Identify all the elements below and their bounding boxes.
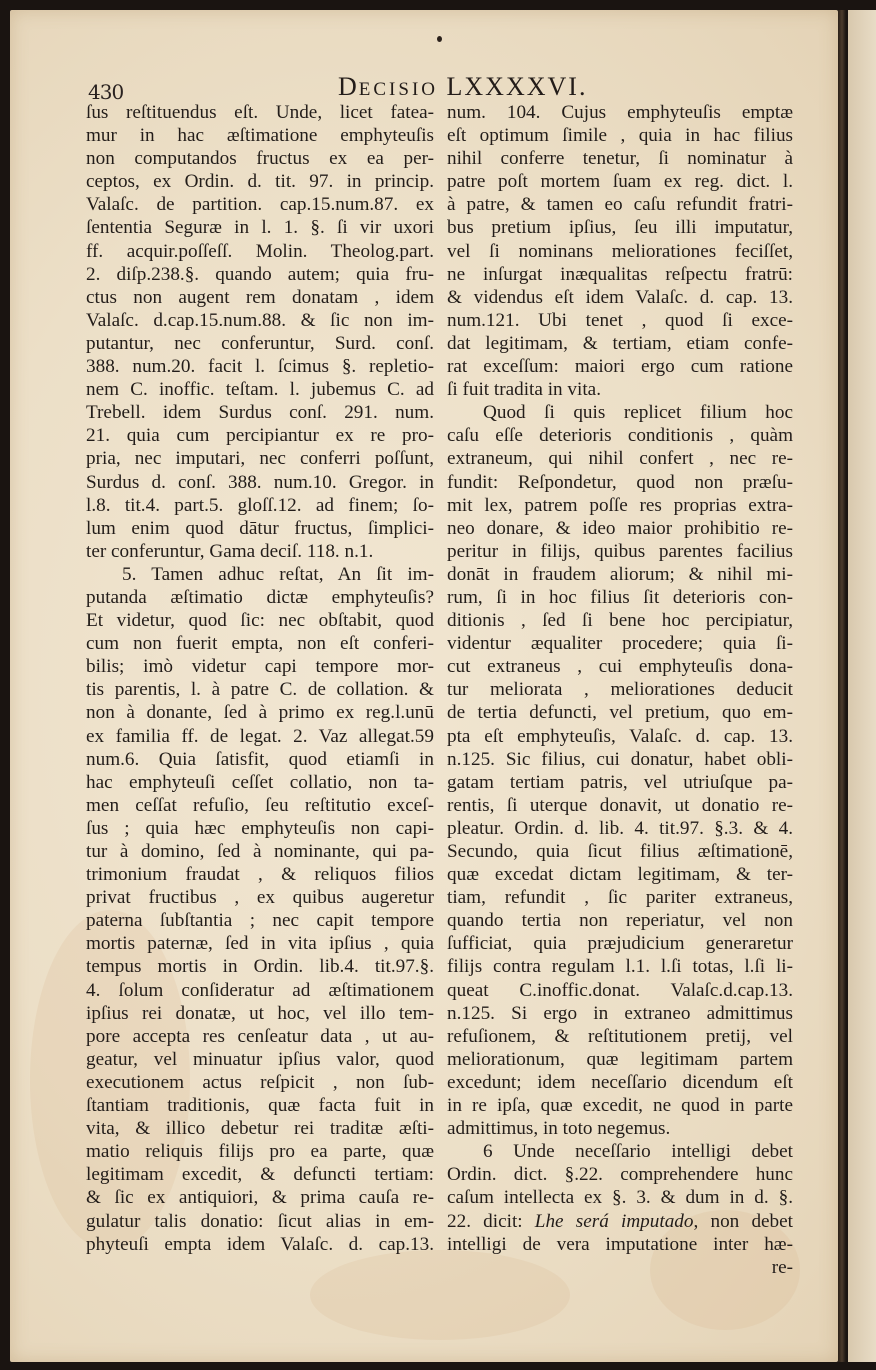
text-line: in re ipſa, quæ excedit, ne quod in parte <box>447 1095 793 1117</box>
text-line: Valaſc. de partition. cap.15.num.87. ex <box>86 194 434 216</box>
text-line: lum enim quod dātur fructus, ſimplici- <box>86 517 434 539</box>
text-line: ne inſurgat inæqualitas reſpectu fratrū: <box>447 263 793 285</box>
text-line: mur in hac æſtimatione emphyteuſis <box>86 125 434 147</box>
italic-quotation: Lhe será imputado <box>534 1210 694 1232</box>
text-line: nem C. inoffic. teſtam. l. jubemus C. ad <box>86 379 434 401</box>
text-line: ſufficiat, quia præjudicium generaretur <box>447 933 793 955</box>
text-line: patre poſt mortem ſuam ex reg. dict. l. <box>447 171 793 193</box>
text-line: pleatur. Ordin. d. lib. 4. tit.97. §.3. & 4. <box>447 817 793 839</box>
text-line: rum, ſi in hoc filius ſit deterioris con- <box>447 586 793 608</box>
text-line: privat fructibus , ex quibus augeretur <box>86 887 434 909</box>
text-line: ſi fuit tradita in vita. <box>447 379 601 401</box>
text-line: tempus mortis in Ordin. lib.4. tit.97.§. <box>86 956 434 978</box>
section-marker-line: 5. Tamen adhuc reſtat, An ſit im- <box>122 563 434 585</box>
text-line: pta eſt emphyteuſis, Valaſc. d. cap. 13. <box>447 725 793 747</box>
text-line: gulatur talis donatio: ſicut alias in em- <box>86 1210 434 1232</box>
text-line: & videndus eſt idem Valaſc. d. cap. 13. <box>447 286 793 308</box>
text-line: pria, nec imputari, nec conferri poſſunt, <box>86 448 434 470</box>
text-line: Secundo, quia ſicut filius æſtimationē, <box>447 841 793 862</box>
left-column <box>86 101 434 1256</box>
text-line: tur à domino, ſed à nominante, qui pa- <box>86 841 434 862</box>
adjacent-page-edge <box>848 10 876 1362</box>
page-number: 430 <box>88 80 124 104</box>
text-line: refuſionem, & reſtitutionem pretij, vel <box>447 1025 793 1047</box>
text-line: rentis, ſi uterque donavit, ut donatio re- <box>447 794 793 816</box>
text-line: men ceſſat refuſio, ſeu reſtitutio exceſ- <box>86 794 434 816</box>
text-line: gatam tertiam patris, vel utriuſque pa- <box>447 771 793 793</box>
text-line: ditionis , ſed ſi bene hoc percipiatur, <box>447 610 793 632</box>
text-line: extraneum, qui nihil confert , nec re- <box>447 448 793 470</box>
text-line: pore accepta res cenſeatur data , ut au- <box>86 1025 434 1047</box>
text-line: ſtantiam traditionis, quæ facta fuit in <box>86 1095 434 1117</box>
paragraph-start-line: Quod ſi quis replicet filium hoc <box>483 402 793 424</box>
text-line: geatur, vel minuatur ipſius valor, quod <box>86 1048 434 1070</box>
text-line: ctus non augent rem donatam , idem <box>86 286 434 308</box>
text-line: tis parentis, l. à patre C. de collation. & <box>86 679 434 701</box>
text-line: neo donare, & ideo maior prohibitio re- <box>447 517 793 539</box>
text-line: filijs contra regulam l.1. l.ſi totas, l.ſi li- <box>447 956 793 978</box>
text-line: ſententia Seguræ in l. 1. §. ſi vir uxori <box>86 217 434 239</box>
catchword: re- <box>771 1256 793 1278</box>
text-line: & ſic ex antiquiori, & prima cauſa re- <box>86 1187 434 1209</box>
text-line: Trebell. idem Surdus conſ. 291. num. <box>86 402 434 424</box>
text-line: admittimus, in toto negemus. <box>447 1118 671 1140</box>
text-line: non à donante, ſed à primo ex reg.l.unū <box>86 702 434 724</box>
running-head <box>338 72 587 102</box>
text-line: trimonium fraudat , & reliquos filios <box>86 864 434 886</box>
text-line: Surdus d. conſ. 388. num.10. Gregor. in <box>86 471 434 493</box>
text-line: fundit: Reſpondetur, quod non præſu- <box>447 471 793 493</box>
text-line: vita, & illico debetur rei traditæ æſti- <box>86 1118 434 1140</box>
text-line: videntur æqualiter procedere; quia ſi- <box>447 633 793 655</box>
text-line: cum non fuerit empta, non eſt conferi- <box>86 633 434 655</box>
text-line: 4. ſolum conſideratur ad æſtimationem <box>86 979 434 1001</box>
text-line: meliorationum, quæ legitimam partem <box>447 1048 793 1070</box>
text-line: ſus reſtituendus eſt. Unde, licet fatea- <box>86 102 434 123</box>
section-marker-line: 6 Unde neceſſario intelligi debet <box>483 1141 793 1163</box>
text-line: ſus ; quia hæc emphyteuſis non capi- <box>86 817 434 839</box>
text-line: donāt in fraudem aliorum; & nihil mi- <box>447 563 793 585</box>
text-line: ceptos, ex Ordin. d. tit. 97. in princip. <box>86 171 434 193</box>
text-line: n.125. Sic filius, cui donatur, habet obli- <box>447 748 793 770</box>
text-line: l.8. tit.4. part.5. gloſſ.12. ad finem; ſo- <box>86 494 434 516</box>
text-line: excedunt; idem neceſſario dicendum eſt <box>447 1071 793 1093</box>
text-line: bus pretium ipſius, ſeu illi imputatur, <box>447 217 793 239</box>
text-line: vel ſi nominans meliorationes feciſſet, <box>447 240 793 262</box>
text-line: tiam, refundit , ſic pariter extraneus, <box>447 887 793 909</box>
text-line: ter conferuntur, Gama deciſ. 118. n.1. <box>86 540 374 562</box>
text-line: dat legitimam, & tertiam, etiam confe- <box>447 332 793 354</box>
text-line: quando tertia non reperiatur, vel non <box>447 910 793 932</box>
text-line: Et videtur, quod ſic: nec obſtabit, quod <box>86 610 434 632</box>
text-line: 388. num.20. facit l. ſcimus §. repletio- <box>86 356 434 378</box>
page-edge-shadow <box>838 10 846 1362</box>
text-line: de tertia defuncti, vel pretium, quo em- <box>447 702 793 724</box>
text-line: num.6. Quia ſatisfit, quod etiamſi in <box>86 748 434 770</box>
text-line: mortis paternæ, ſed in vita ipſius , quia <box>86 933 434 955</box>
text-line: putantur, nec conferuntur, Surd. conſ. <box>86 332 434 354</box>
text-line: cut extraneus , cui emphyteuſis dona- <box>447 656 793 678</box>
text-fragment: , non debet <box>693 1210 793 1232</box>
running-head-initial: D <box>338 72 359 101</box>
text-line: rat exceſſum: maiori ergo cum ratione <box>447 356 793 378</box>
text-line: bilis; imò videtur capi tempore mor- <box>86 656 434 678</box>
text-line: mit lex, patrem poſſe res proprias extra- <box>447 494 793 516</box>
text-line: legitimam excedit, & defuncti tertiam: <box>86 1164 434 1186</box>
text-fragment: 22. dicit: <box>447 1210 523 1232</box>
ink-speck <box>437 36 442 42</box>
text-line: non computandos fructus ex ea per- <box>86 148 434 170</box>
text-line: quæ excedat dictam legitimam, & ter- <box>447 864 793 886</box>
text-line: eſt optimum ſimile , quia in hac filius <box>447 125 793 147</box>
text-line: caſu eſſe deterioris conditionis , quàm <box>447 425 793 447</box>
text-line: peritur in filijs, quibus parentes facilius <box>447 540 793 562</box>
text-line: executionem actus reſpicit , non ſub- <box>86 1071 434 1093</box>
text-line: Ordin. dict. §.22. comprehendere hunc <box>447 1164 793 1186</box>
text-line: phyteuſi empta idem Valaſc. d. cap.13. <box>86 1233 434 1255</box>
text-line: matio reliquis filijs pro ea parte, quæ <box>86 1141 434 1163</box>
text-line: 2. diſp.238.§. quando autem; quia fru- <box>86 263 434 285</box>
text-line-with-quote <box>447 1210 793 1233</box>
text-line: ex familia ff. de legat. 2. Vaz allegat.59 <box>86 725 434 747</box>
text-line: nihil conferre tenetur, ſi nominatur à <box>447 148 793 170</box>
text-line: ipſius rei donatæ, ut hoc, vel illo tem- <box>86 1002 434 1024</box>
text-line: num. 104. Cujus emphyteuſis emptæ <box>447 102 793 123</box>
text-line: ff. acquir.poſſeſſ. Molin. Theolog.part. <box>86 240 434 262</box>
text-line: paterna ſubſtantia ; nec capit tempore <box>86 910 434 932</box>
text-line: tur meliorata , meliorationes deducit <box>447 679 793 701</box>
text-line: queat C.inoffic.donat. Valaſc.d.cap.13. <box>447 979 793 1001</box>
text-line: caſum intellecta ex §. 3. & dum in d. §. <box>447 1187 793 1209</box>
running-head-smallcaps: ECISIO <box>358 79 439 100</box>
text-line: Valaſc. d.cap.15.num.88. & ſic non im- <box>86 309 434 331</box>
decision-numeral: LXXXXVI. <box>446 72 588 101</box>
right-column <box>447 101 793 1279</box>
text-line: num.121. Ubi tenet , quod ſi exce- <box>447 309 793 331</box>
text-line: putanda æſtimatio dictæ emphyteuſis? <box>86 586 434 608</box>
text-line: à patre, & tamen eo caſu refundit fratri- <box>447 194 793 216</box>
text-line: n.125. Si ergo in extraneo admittimus <box>447 1002 793 1024</box>
text-line: intelligi de vera imputatione inter hæ- <box>447 1233 793 1255</box>
text-line: 21. quia cum percipiantur ex re pro- <box>86 425 434 447</box>
text-line: hac emphyteuſi ceſſet collatio, non ta- <box>86 771 434 793</box>
